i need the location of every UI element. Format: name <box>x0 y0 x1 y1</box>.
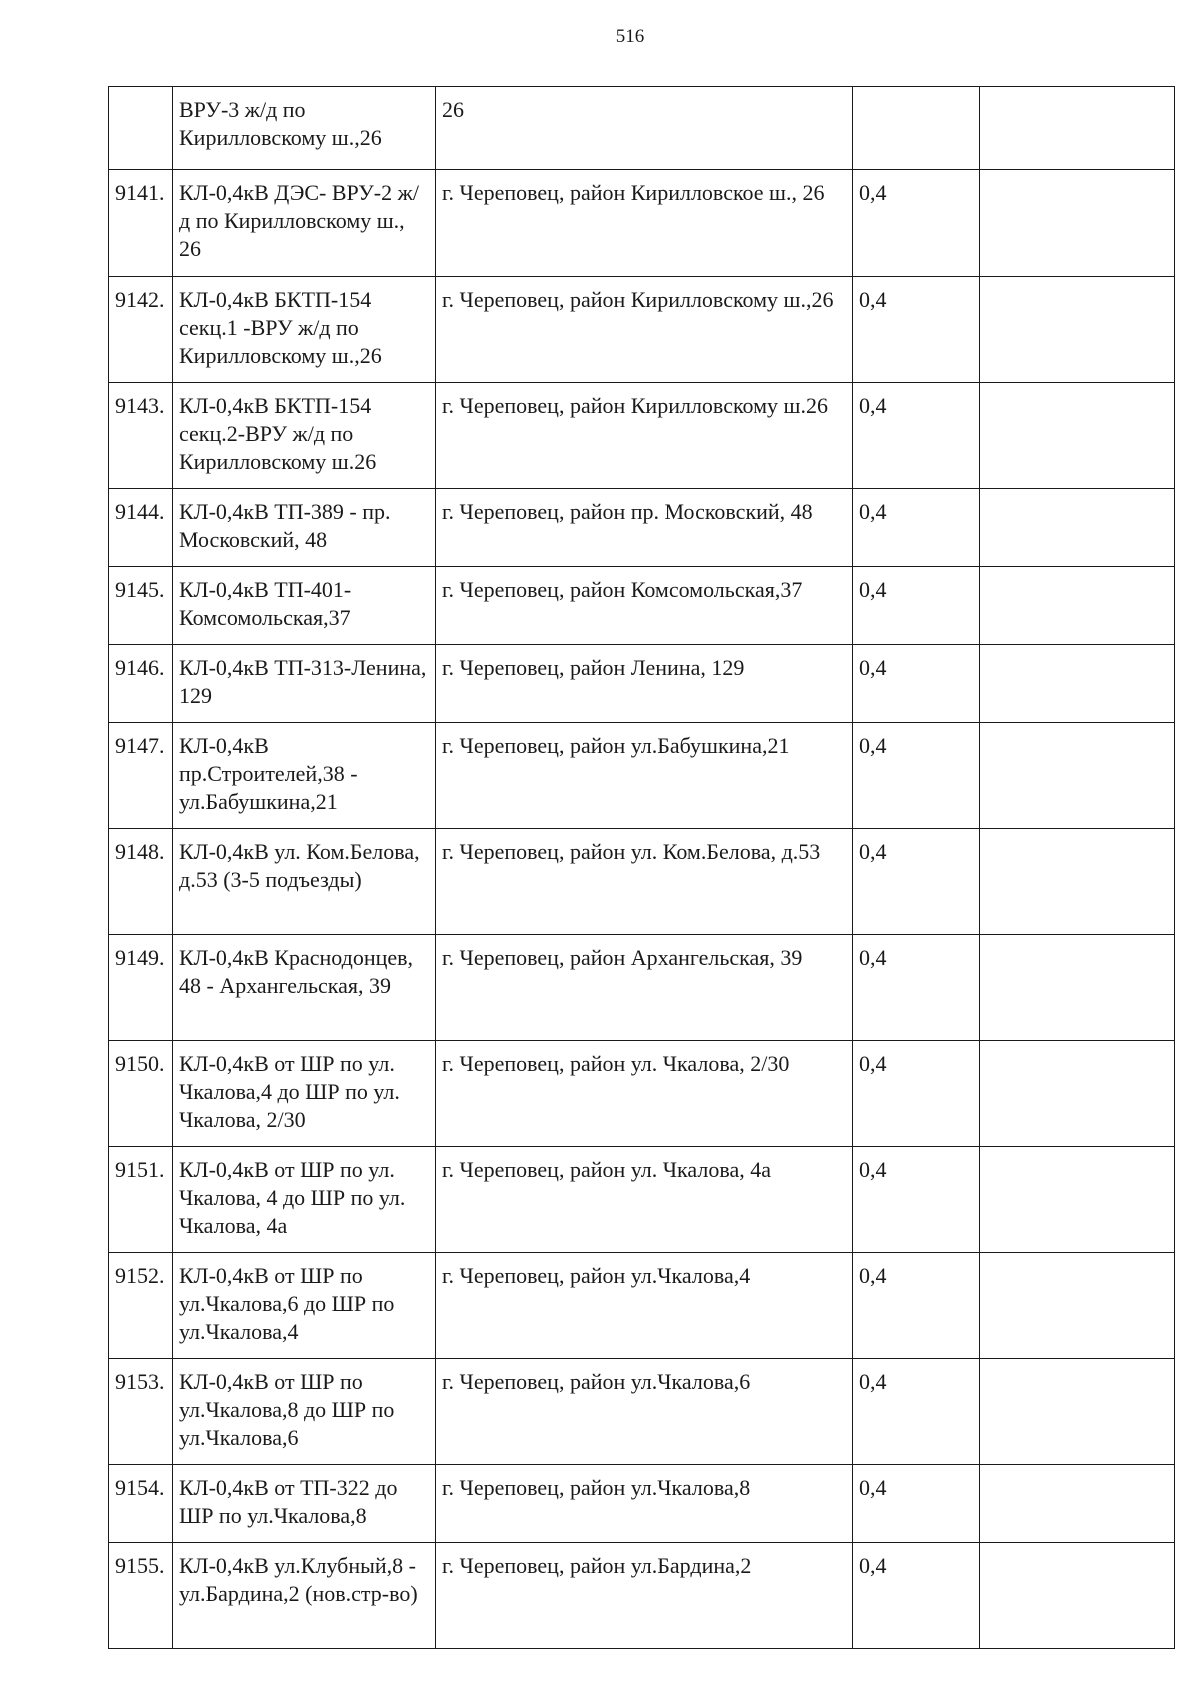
table-row <box>109 935 1175 1041</box>
line-voltage: 0,4 <box>853 723 980 829</box>
page-number: 516 <box>615 26 645 47</box>
table-row <box>109 829 1175 935</box>
line-voltage: 0,4 <box>853 1147 980 1253</box>
line-name: КЛ-0,4кВ ДЭС- ВРУ-2 ж/д по Кирилловскому ш., 26 <box>173 170 436 277</box>
line-voltage: 0,4 <box>853 829 980 935</box>
line-voltage: 0,4 <box>853 567 980 645</box>
line-name: КЛ-0,4кВ БКТП-154 секц.2-ВРУ ж/д по Кирилловскому ш.26 <box>173 383 436 489</box>
row-number: 9145. <box>109 567 173 645</box>
row-number: 9144. <box>109 489 173 567</box>
line-voltage: 0,4 <box>853 1041 980 1147</box>
line-name: КЛ-0,4кВ ТП-313-Ленина, 129 <box>173 645 436 723</box>
line-extra <box>980 383 1175 489</box>
table-row <box>109 1543 1175 1649</box>
table-body <box>109 87 1175 1649</box>
line-name: КЛ-0,4кВ ул. Ком.Белова, д.53 (3-5 подъезды) <box>173 829 436 935</box>
row-number: 9152. <box>109 1253 173 1359</box>
table-row <box>109 87 1175 170</box>
line-address: г. Череповец, район ул.Бабушкина,21 <box>436 723 853 829</box>
line-voltage <box>853 87 980 170</box>
line-extra <box>980 829 1175 935</box>
line-address: г. Череповец, район Кирилловское ш., 26 <box>436 170 853 277</box>
line-name: ВРУ-3 ж/д по Кирилловскому ш.,26 <box>173 87 436 170</box>
line-voltage: 0,4 <box>853 1359 980 1465</box>
line-voltage: 0,4 <box>853 935 980 1041</box>
line-address: г. Череповец, район пр. Московский, 48 <box>436 489 853 567</box>
table-row <box>109 1253 1175 1359</box>
row-number: 9149. <box>109 935 173 1041</box>
line-extra <box>980 935 1175 1041</box>
line-extra <box>980 723 1175 829</box>
row-number: 9146. <box>109 645 173 723</box>
line-name: КЛ-0,4кВ ТП-389 - пр. Московский, 48 <box>173 489 436 567</box>
line-address: г. Череповец, район ул.Чкалова,6 <box>436 1359 853 1465</box>
row-number: 9141. <box>109 170 173 277</box>
table-row <box>109 645 1175 723</box>
line-address: г. Череповец, район ул.Чкалова,8 <box>436 1465 853 1543</box>
row-number: 9154. <box>109 1465 173 1543</box>
row-number: 9153. <box>109 1359 173 1465</box>
line-extra <box>980 170 1175 277</box>
table-row <box>109 489 1175 567</box>
line-address: г. Череповец, район ул. Чкалова, 2/30 <box>436 1041 853 1147</box>
line-name: КЛ-0,4кВ от ШР по ул. Чкалова,4 до ШР по ул. Чкалова, 2/30 <box>173 1041 436 1147</box>
line-extra <box>980 277 1175 383</box>
row-number: 9147. <box>109 723 173 829</box>
line-extra <box>980 1041 1175 1147</box>
line-name: КЛ-0,4кВ от ТП-322 до ШР по ул.Чкалова,8 <box>173 1465 436 1543</box>
table-row <box>109 1041 1175 1147</box>
line-extra <box>980 567 1175 645</box>
line-name: КЛ-0,4кВ ул.Клубный,8 - ул.Бардина,2 (нов.стр-во) <box>173 1543 436 1649</box>
row-number: 9142. <box>109 277 173 383</box>
line-name: КЛ-0,4кВ от ШР по ул. Чкалова, 4 до ШР по ул. Чкалова, 4а <box>173 1147 436 1253</box>
line-name: КЛ-0,4кВ БКТП-154 секц.1 -ВРУ ж/д по Кирилловскому ш.,26 <box>173 277 436 383</box>
line-address: г. Череповец, район ул.Чкалова,4 <box>436 1253 853 1359</box>
line-address: 26 <box>436 87 853 170</box>
cable-registry-table <box>108 86 1175 1649</box>
line-extra <box>980 1147 1175 1253</box>
line-extra <box>980 1465 1175 1543</box>
row-number <box>109 87 173 170</box>
line-voltage: 0,4 <box>853 1543 980 1649</box>
line-voltage: 0,4 <box>853 170 980 277</box>
line-address: г. Череповец, район ул.Бардина,2 <box>436 1543 853 1649</box>
line-extra <box>980 645 1175 723</box>
line-name: КЛ-0,4кВ пр.Строителей,38 - ул.Бабушкина,21 <box>173 723 436 829</box>
line-extra <box>980 1359 1175 1465</box>
table-row <box>109 1359 1175 1465</box>
line-address: г. Череповец, район Ленина, 129 <box>436 645 853 723</box>
line-extra <box>980 489 1175 567</box>
line-name: КЛ-0,4кВ от ШР по ул.Чкалова,8 до ШР по ул.Чкалова,6 <box>173 1359 436 1465</box>
line-voltage: 0,4 <box>853 1253 980 1359</box>
line-voltage: 0,4 <box>853 1465 980 1543</box>
line-address: г. Череповец, район Архангельская, 39 <box>436 935 853 1041</box>
line-address: г. Череповец, район ул. Чкалова, 4а <box>436 1147 853 1253</box>
row-number: 9143. <box>109 383 173 489</box>
line-address: г. Череповец, район ул. Ком.Белова, д.53 <box>436 829 853 935</box>
table-row <box>109 1147 1175 1253</box>
line-name: КЛ-0,4кВ Краснодонцев, 48 - Архангельская, 39 <box>173 935 436 1041</box>
line-address: г. Череповец, район Комсомольская,37 <box>436 567 853 645</box>
table-row <box>109 277 1175 383</box>
line-voltage: 0,4 <box>853 383 980 489</box>
table-row <box>109 383 1175 489</box>
line-name: КЛ-0,4кВ от ШР по ул.Чкалова,6 до ШР по ул.Чкалова,4 <box>173 1253 436 1359</box>
row-number: 9148. <box>109 829 173 935</box>
table-row <box>109 1465 1175 1543</box>
line-extra <box>980 87 1175 170</box>
line-voltage: 0,4 <box>853 277 980 383</box>
line-address: г. Череповец, район Кирилловскому ш.,26 <box>436 277 853 383</box>
line-voltage: 0,4 <box>853 645 980 723</box>
line-name: КЛ-0,4кВ ТП-401-Комсомольская,37 <box>173 567 436 645</box>
table-row <box>109 723 1175 829</box>
table-row <box>109 567 1175 645</box>
line-voltage: 0,4 <box>853 489 980 567</box>
line-address: г. Череповец, район Кирилловскому ш.26 <box>436 383 853 489</box>
line-extra <box>980 1253 1175 1359</box>
line-extra <box>980 1543 1175 1649</box>
row-number: 9151. <box>109 1147 173 1253</box>
table-row <box>109 170 1175 277</box>
row-number: 9155. <box>109 1543 173 1649</box>
row-number: 9150. <box>109 1041 173 1147</box>
